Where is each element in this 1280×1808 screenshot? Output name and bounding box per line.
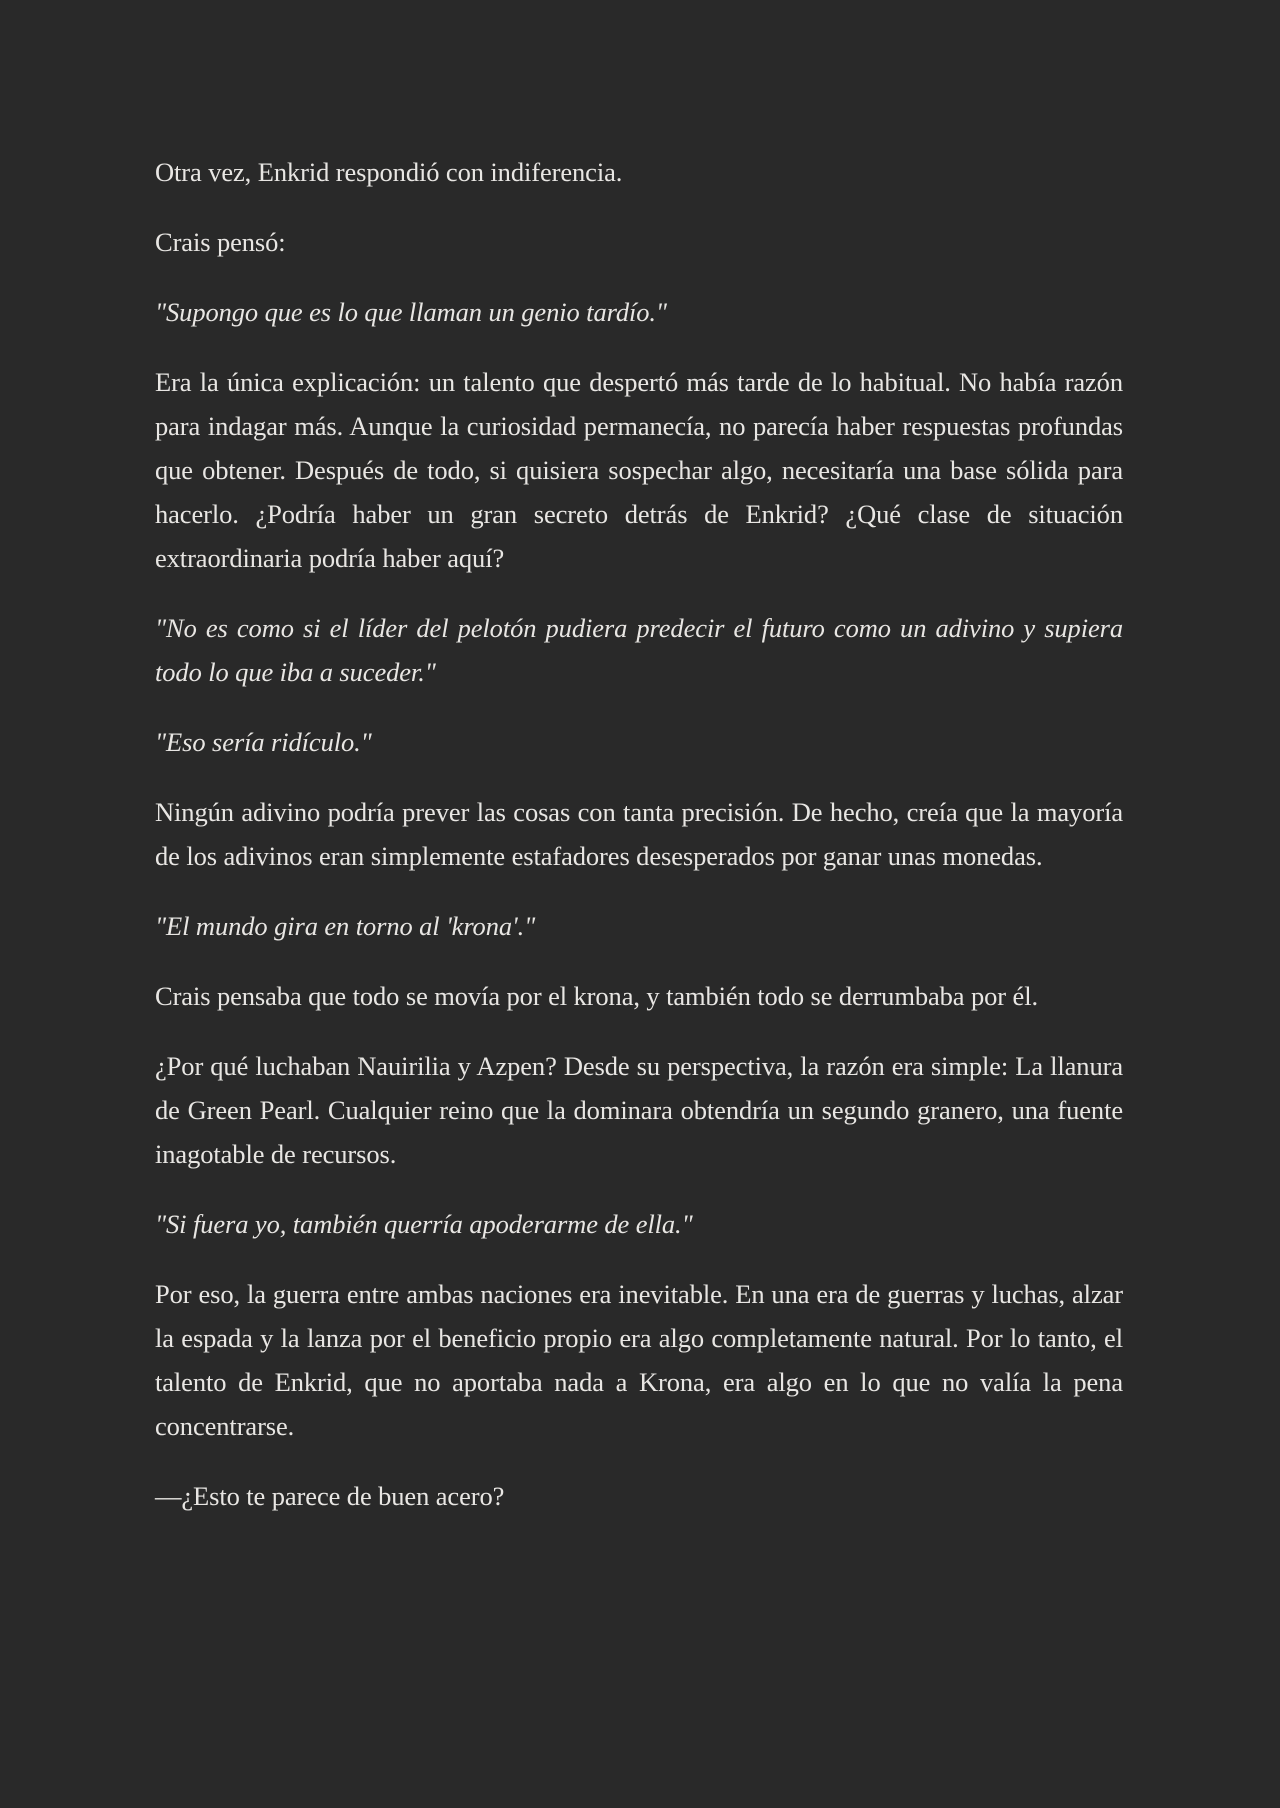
paragraph-thought: "Supongo que es lo que llaman un genio tardío." xyxy=(155,297,667,327)
paragraph-thought: "Eso sería ridículo." xyxy=(155,727,372,757)
paragraph-narration: Era la única explicación: un talento que despertó más tarde de lo habitual. No había razón para indagar más. Aunque la curiosidad permanecía, no parecía haber respuestas profundas que obtener. Después de todo, si quisiera sospechar algo, necesitaría una base sólida para hacerlo. ¿Podría haber un gran secreto detrás de Enkrid? ¿Qué clase de situación extraordinaria podría haber aquí? xyxy=(155,367,1123,573)
paragraph-narration: Crais pensó: xyxy=(155,227,286,257)
paragraph-narration: Otra vez, Enkrid respondió con indiferencia. xyxy=(155,157,623,187)
paragraph-thought: "No es como si el líder del pelotón pudiera predecir el futuro como un adivino y supiera todo lo que iba a suceder." xyxy=(155,613,1123,687)
paragraph-narration: Ningún adivino podría prever las cosas con tanta precisión. De hecho, creía que la mayoría de los adivinos eran simplemente estafadores desesperados por ganar unas monedas. xyxy=(155,797,1123,871)
paragraph-dialogue: —¿Esto te parece de buen acero? xyxy=(155,1481,505,1511)
paragraph-thought: "El mundo gira en torno al 'krona'." xyxy=(155,911,536,941)
chapter-text xyxy=(155,150,1123,1544)
paragraph-narration: ¿Por qué luchaban Nauirilia y Azpen? Desde su perspectiva, la razón era simple: La llanura de Green Pearl. Cualquier reino que la dominara obtendría un segundo granero, una fuente inagotable de recursos. xyxy=(155,1051,1123,1169)
paragraph-narration: Crais pensaba que todo se movía por el krona, y también todo se derrumbaba por él. xyxy=(155,981,1038,1011)
paragraph-thought: "Si fuera yo, también querría apoderarme de ella." xyxy=(155,1209,693,1239)
paragraph-narration: Por eso, la guerra entre ambas naciones era inevitable. En una era de guerras y luchas, alzar la espada y la lanza por el beneficio propio era algo completamente natural. Por lo tanto, el talento de Enkrid, que no aportaba nada a Krona, era algo en lo que no valía la pena concentrarse. xyxy=(155,1279,1123,1441)
